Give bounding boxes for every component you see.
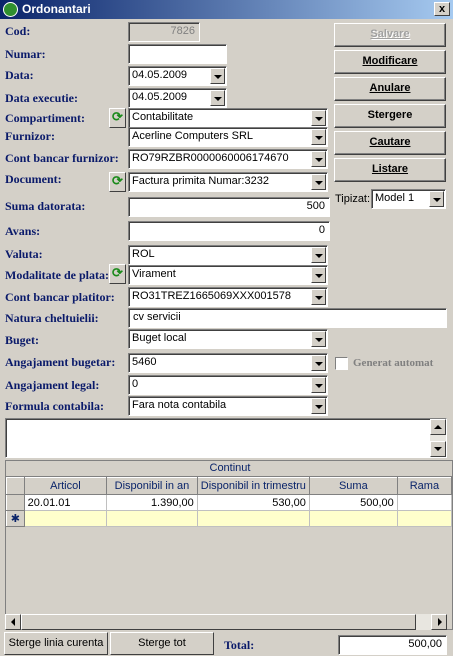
column-header-articol[interactable]: Articol <box>24 478 107 495</box>
stergere-button[interactable]: Stergere <box>334 104 446 128</box>
modalitate-plata-value: Virament <box>132 268 176 280</box>
document-select[interactable] <box>128 172 328 192</box>
buget-label: Buget: <box>5 333 39 347</box>
cont-bancar-platitor-value: RO31TREZ1665069XXX001578 <box>132 290 291 302</box>
furnizor-label: Furnizor: <box>5 129 55 143</box>
close-button[interactable]: x <box>434 2 450 16</box>
continut-table <box>6 477 452 527</box>
app-icon <box>3 2 18 17</box>
data-executie-date-picker[interactable] <box>128 88 227 108</box>
new-row[interactable] <box>7 511 452 527</box>
data-date-picker[interactable] <box>128 66 227 86</box>
numar-label: Numar: <box>5 47 46 61</box>
total-label: Total: <box>224 638 255 652</box>
generat-automat-label: Generat automat <box>353 357 434 369</box>
natura-cheltuielii-input[interactable]: cv servicii <box>128 308 447 328</box>
document-value: Factura primita Numar:3232 <box>132 175 269 187</box>
scrollbar-thumb[interactable] <box>21 614 416 630</box>
cont-bancar-platitor-select[interactable] <box>128 287 328 307</box>
total-field: 500,00 <box>338 635 447 655</box>
chevron-down-icon[interactable] <box>311 129 326 145</box>
table-row[interactable] <box>7 495 452 511</box>
tipizat-select[interactable] <box>371 189 446 209</box>
chevron-down-icon[interactable] <box>311 174 326 190</box>
memo-textarea[interactable] <box>5 418 447 458</box>
column-header-disponibil-trimestru[interactable]: Disponibil in trimestru <box>197 478 309 495</box>
angajament-legal-select[interactable] <box>128 375 328 395</box>
data-executie-label: Data executie: <box>5 91 78 105</box>
angajament-legal-label: Angajament legal: <box>5 378 100 392</box>
refresh-icon[interactable]: ⟳ <box>109 172 126 192</box>
chevron-down-icon[interactable] <box>311 398 326 414</box>
chevron-down-icon[interactable] <box>311 331 326 347</box>
table-cell[interactable]: 20.01.01 <box>24 495 107 511</box>
table-cell[interactable] <box>309 511 397 527</box>
memo-scrollbar[interactable] <box>430 419 446 457</box>
cont-bancar-furnizor-select[interactable] <box>128 149 328 169</box>
furnizor-value: Acerline Computers SRL <box>132 130 254 142</box>
cod-field: 7826 <box>128 22 200 42</box>
table-cell[interactable]: 530,00 <box>197 495 309 511</box>
buget-value: Buget local <box>132 332 187 344</box>
valuta-select[interactable] <box>128 245 328 265</box>
column-header-rama[interactable]: Rama <box>397 478 451 495</box>
tipizat-label: Tipizat: <box>335 193 371 205</box>
data-value: 04.05.2009 <box>132 69 188 81</box>
refresh-icon[interactable]: ⟳ <box>109 108 126 128</box>
formula-contabila-label: Formula contabila: <box>5 399 104 413</box>
salvare-button[interactable]: Salvare <box>334 23 446 47</box>
table-cell[interactable] <box>197 511 309 527</box>
anulare-button[interactable]: Anulare <box>334 77 446 101</box>
document-label: Document: <box>5 172 62 186</box>
buget-select[interactable] <box>128 329 328 349</box>
title-bar <box>0 0 453 19</box>
cont-bancar-furnizor-value: RO79RZBR0000060006174670 <box>132 152 289 164</box>
cont-bancar-furnizor-label: Cont bancar furnizor: <box>5 151 119 165</box>
cont-bancar-platitor-label: Cont bancar platitor: <box>5 290 115 304</box>
column-header-disponibil-an[interactable]: Disponibil in an <box>107 478 198 495</box>
formula-contabila-value: Fara nota contabila <box>132 399 227 411</box>
cautare-button[interactable]: Cautare <box>334 131 446 155</box>
table-cell[interactable] <box>107 511 198 527</box>
table-cell[interactable]: 1.390,00 <box>107 495 198 511</box>
modalitate-plata-select[interactable] <box>128 265 328 285</box>
grid-horizontal-scrollbar[interactable] <box>5 614 447 630</box>
chevron-down-icon[interactable] <box>429 191 444 207</box>
chevron-down-icon[interactable] <box>210 90 225 106</box>
angajament-bugetar-value: 5460 <box>132 356 157 368</box>
chevron-down-icon[interactable] <box>311 247 326 263</box>
furnizor-select[interactable] <box>128 127 328 147</box>
natura-cheltuielii-label: Natura cheltuielii: <box>5 311 99 325</box>
angajament-bugetar-label: Angajament bugetar: <box>5 355 116 369</box>
compartiment-value: Contabilitate <box>132 111 194 123</box>
scroll-right-icon[interactable] <box>431 614 447 630</box>
angajament-bugetar-select[interactable] <box>128 353 328 373</box>
chevron-down-icon[interactable] <box>311 151 326 167</box>
chevron-down-icon[interactable] <box>311 110 326 126</box>
modalitate-plata-label: Modalitate de plata: <box>5 268 109 282</box>
table-cell[interactable] <box>397 495 451 511</box>
chevron-down-icon[interactable] <box>210 68 225 84</box>
sterge-linia-curenta-button[interactable]: Sterge linia curenta <box>4 632 108 655</box>
chevron-down-icon[interactable] <box>311 355 326 371</box>
suma-datorata-input[interactable]: 500 <box>128 197 330 217</box>
window-title: Ordonantari <box>22 2 91 16</box>
new-row-icon: ✱ <box>7 511 25 527</box>
chevron-down-icon[interactable] <box>311 377 326 393</box>
scroll-left-icon[interactable] <box>5 614 21 630</box>
compartiment-label: Compartiment: <box>5 111 85 125</box>
table-cell[interactable]: 500,00 <box>309 495 397 511</box>
table-cell[interactable] <box>24 511 107 527</box>
valuta-value: ROL <box>132 248 155 260</box>
continut-grid <box>5 460 453 630</box>
numar-input[interactable] <box>128 44 227 64</box>
column-header-suma[interactable]: Suma <box>309 478 397 495</box>
chevron-down-icon[interactable] <box>311 267 326 283</box>
tipizat-value: Model 1 <box>375 192 415 204</box>
suma-datorata-label: Suma datorata: <box>5 199 86 213</box>
compartiment-select[interactable] <box>128 108 328 128</box>
modificare-button[interactable]: Modificare <box>334 50 446 74</box>
listare-button[interactable]: Listare <box>334 158 446 182</box>
chevron-down-icon[interactable] <box>311 289 326 305</box>
cod-label: Cod: <box>5 24 31 38</box>
formula-contabila-select[interactable] <box>128 396 328 416</box>
generat-automat-checkbox[interactable] <box>335 357 348 370</box>
avans-label: Avans: <box>5 224 41 238</box>
angajament-legal-value: 0 <box>132 378 139 390</box>
avans-input[interactable]: 0 <box>128 221 330 241</box>
grid-caption: Continut <box>6 461 453 477</box>
valuta-label: Valuta: <box>5 247 43 261</box>
sterge-tot-button[interactable]: Sterge tot <box>110 632 214 655</box>
data-executie-value: 04.05.2009 <box>132 91 188 103</box>
data-label: Data: <box>5 68 34 82</box>
table-cell[interactable] <box>397 511 451 527</box>
row-indicator-header <box>7 478 25 495</box>
scroll-up-icon[interactable] <box>430 419 446 435</box>
scroll-down-icon[interactable] <box>430 441 446 457</box>
table-header-row <box>7 478 452 495</box>
refresh-icon[interactable]: ⟳ <box>109 264 126 284</box>
row-indicator[interactable] <box>7 495 25 511</box>
